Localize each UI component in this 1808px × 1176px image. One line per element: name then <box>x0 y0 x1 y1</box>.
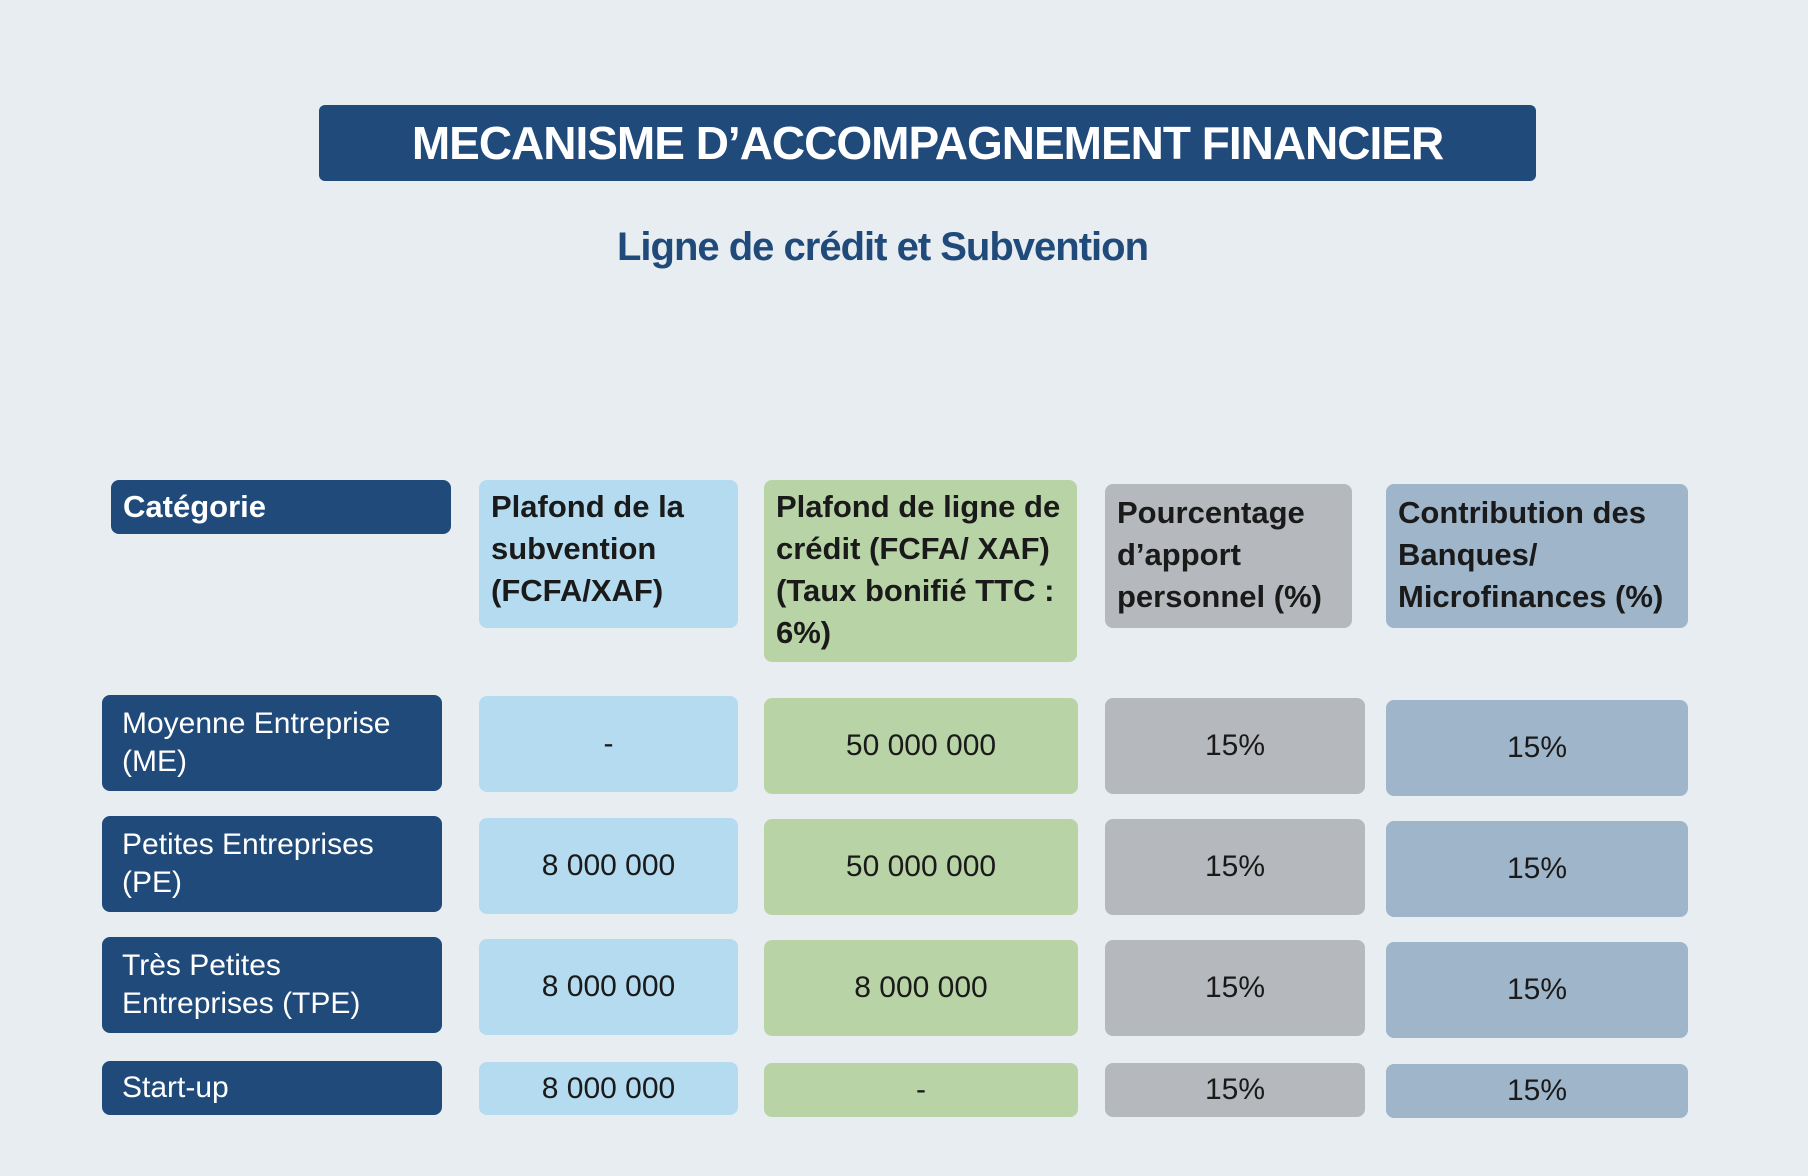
page-title: MECANISME D’ACCOMPAGNEMENT FINANCIER <box>319 105 1536 181</box>
row-label-tpe: Très Petites Entreprises (TPE) <box>102 937 442 1033</box>
page-subtitle: Ligne de crédit et Subvention <box>616 225 1149 269</box>
table-cell: 15% <box>1105 1063 1365 1117</box>
table-cell: 15% <box>1105 819 1365 915</box>
table-cell: 50 000 000 <box>764 698 1078 794</box>
table-cell: 15% <box>1386 1064 1688 1118</box>
header-personal-contribution: Pourcentage d’apport personnel (%) <box>1105 484 1352 628</box>
table-cell: 15% <box>1386 942 1688 1038</box>
table-cell: - <box>764 1063 1078 1117</box>
table-cell: 15% <box>1105 940 1365 1036</box>
table-cell: 15% <box>1386 700 1688 796</box>
table-cell: 8 000 000 <box>479 939 738 1035</box>
header-bank-contribution: Contribution des Banques/ Microfinances (%) <box>1386 484 1688 628</box>
table-cell: 15% <box>1386 821 1688 917</box>
row-label-pe: Petites Entreprises (PE) <box>102 816 442 912</box>
table-cell: 8 000 000 <box>479 818 738 914</box>
table-cell: - <box>479 696 738 792</box>
header-credit-cap: Plafond de ligne de crédit (FCFA/ XAF) (Taux bonifié TTC : 6%) <box>764 480 1077 662</box>
row-label-me: Moyenne Entreprise (ME) <box>102 695 442 791</box>
table-cell: 8 000 000 <box>764 940 1078 1036</box>
row-label-startup: Start-up <box>102 1061 442 1115</box>
table-cell: 15% <box>1105 698 1365 794</box>
table-cell: 50 000 000 <box>764 819 1078 915</box>
header-category: Catégorie <box>111 480 451 534</box>
header-grant-cap: Plafond de la subvention (FCFA/XAF) <box>479 480 738 628</box>
table-cell: 8 000 000 <box>479 1062 738 1115</box>
